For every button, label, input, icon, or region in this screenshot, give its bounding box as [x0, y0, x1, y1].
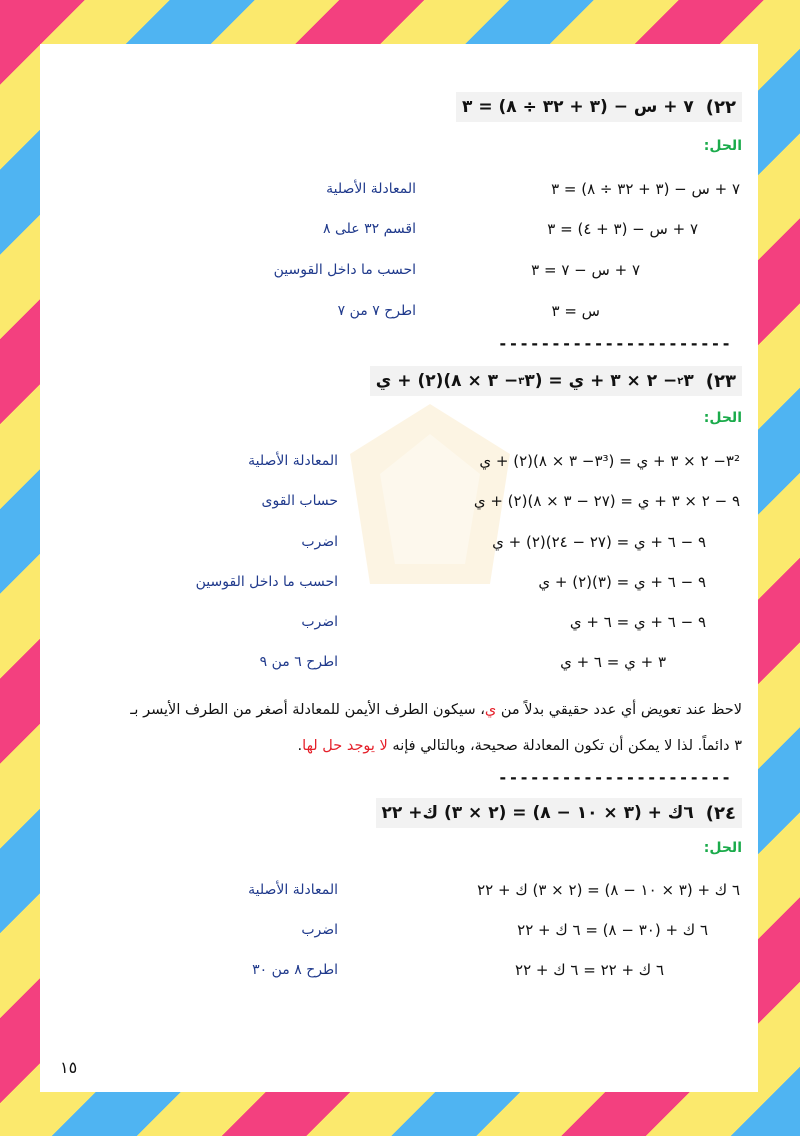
separator-line: ---------------------- — [498, 768, 732, 787]
problem-23-statement — [370, 366, 742, 396]
step-equation: ٦ ك + ٢٢ = ٦ ك + ٢٢ — [515, 961, 664, 979]
problem-22-statement — [456, 92, 742, 122]
problem-number: ٢٢) — [705, 96, 736, 118]
solution-label: الحل: — [703, 840, 742, 856]
problem-number: ٢٤) — [705, 802, 736, 824]
step-note: المعادلة الأصلية — [248, 882, 338, 898]
step-note: اطرح ٧ من ٧ — [337, 303, 416, 319]
step-equation: س = ٣ — [551, 302, 600, 320]
step-note: المعادلة الأصلية — [248, 453, 338, 469]
step-equation: ٦ ك + (٣٠ − ٨) = ٦ ك + ٢٢ — [517, 921, 708, 939]
problem-equation-part: − ٢ × ٣ + ي = (٣ — [524, 371, 678, 391]
problem-equation-part: − ٣ × ٨)(٢) + ي — [375, 371, 519, 391]
remark-text: ٣ دائماً. لذا لا يمكن أن تكون المعادلة صحيحة، وبالتالي فإنه — [387, 738, 742, 754]
step-equation: ٩ − ٦ + ي = (٣)(٢) + ي — [538, 573, 706, 591]
remark-text: ، سيكون الطرف الأيمن للمعادلة أصغر من الطرف الأيسر بـ — [130, 702, 485, 718]
remark-text: لاحظ عند تعويض أي عدد حقيقي بدلاً من — [496, 702, 742, 718]
problem-equation: ٧ + س − (٣ + ٣٢ ÷ ٨) = ٣ — [462, 97, 694, 117]
step-note: اطرح ٨ من ٣٠ — [252, 962, 338, 978]
step-equation: ٧ + س − (٣ + ٣٢ ÷ ٨) = ٣ — [551, 180, 740, 198]
problem-equation: ٦ك + (٣ × ١٠ − ٨) = (٢ × ٣) ك+ ٢٢ — [381, 803, 694, 823]
solution-label: الحل: — [703, 138, 742, 154]
step-equation: ٩ − ٦ + ي = (٢٧ − ٢٤)(٢) + ي — [492, 533, 706, 551]
step-equation: ٩ − ٢ × ٣ + ي = (٢٧ − ٣ × ٨)(٢) + ي — [473, 492, 740, 510]
exponent: ٣ — [518, 375, 525, 387]
step-note: اضرب — [301, 534, 338, 550]
remark-line-1 — [62, 692, 742, 728]
step-note: اطرح ٦ من ٩ — [259, 654, 338, 670]
step-equation: ٣²− ٢ × ٣ + ي = (٣³− ٣ × ٨)(٢) + ي — [479, 452, 740, 470]
exponent: ٢ — [677, 375, 684, 387]
step-equation: ٧ + س − (٣ + ٤) = ٣ — [547, 220, 698, 238]
problem-number: ٢٣) — [705, 370, 736, 392]
remark-variable: ي — [484, 702, 497, 718]
step-equation: ٦ ك + (٣ × ١٠ − ٨) = (٢ × ٣) ك + ٢٢ — [477, 881, 740, 899]
step-equation: ٣ + ي = ٦ + ي — [560, 653, 666, 671]
step-note: احسب ما داخل القوسين — [273, 262, 416, 278]
separator-line: ---------------------- — [498, 334, 732, 353]
step-note: اقسم ٣٢ على ٨ — [323, 221, 416, 237]
step-equation: ٧ + س − ٧ = ٣ — [531, 261, 640, 279]
step-note: اضرب — [301, 614, 338, 630]
step-equation: ٩ − ٦ + ي = ٦ + ي — [569, 613, 706, 631]
page-number: ١٥ — [60, 1058, 78, 1077]
problem-24-statement — [376, 798, 742, 828]
remark-text: . — [297, 738, 303, 754]
step-note: حساب القوى — [261, 493, 338, 509]
step-note: اضرب — [301, 922, 338, 938]
step-note: احسب ما داخل القوسين — [195, 574, 338, 590]
step-note: المعادلة الأصلية — [326, 181, 416, 197]
solution-label: الحل: — [703, 410, 742, 426]
remark-highlight: لا يوجد حل لها — [302, 738, 388, 754]
remark-line-2 — [62, 728, 742, 764]
problem-equation-part: ٣ — [683, 371, 694, 391]
remark-paragraph — [62, 692, 742, 764]
